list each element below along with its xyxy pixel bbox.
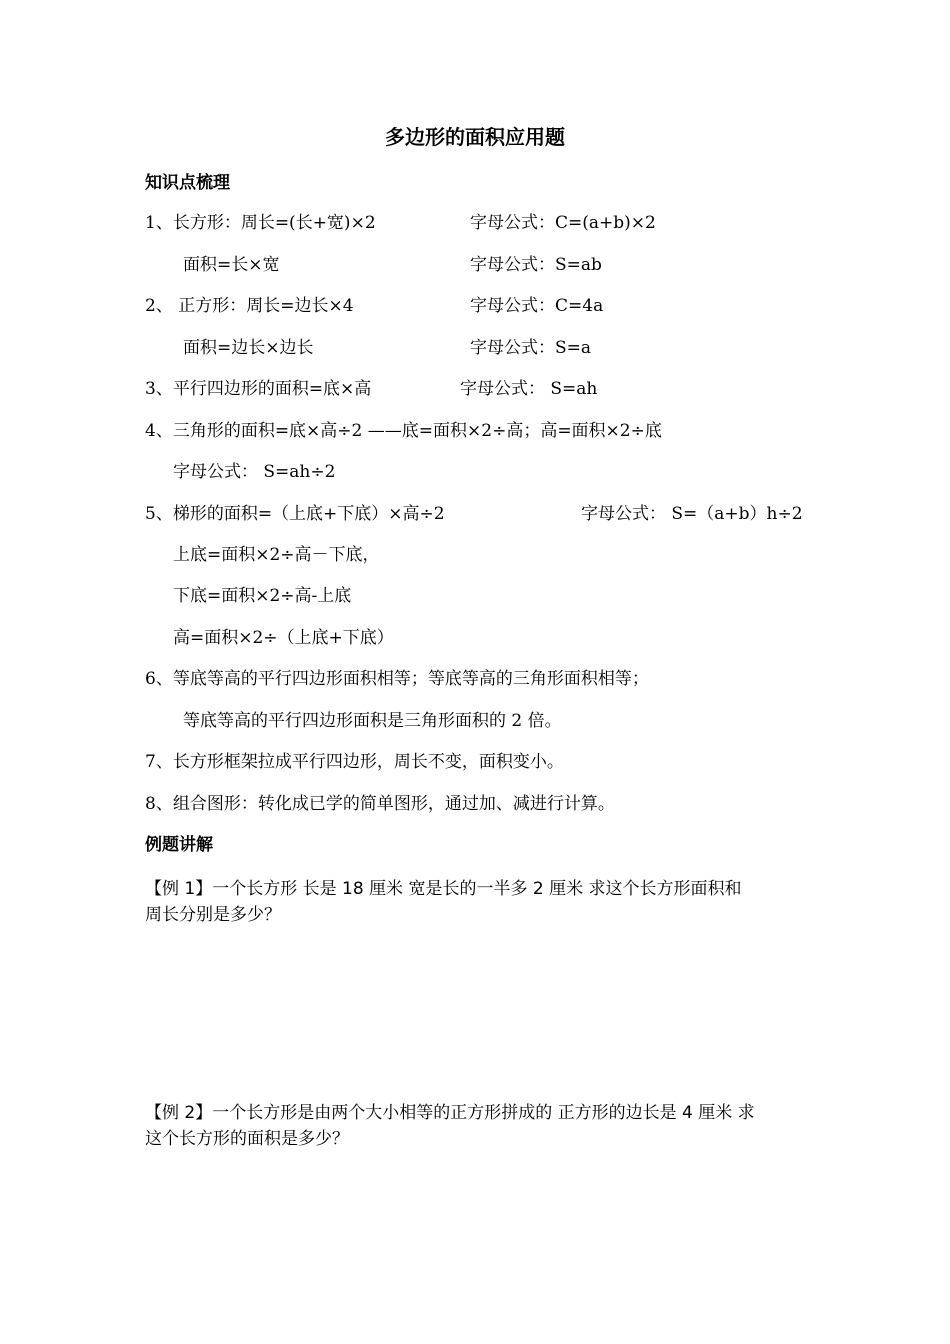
section-heading-knowledge: 知识点梳理 [145,173,230,193]
formula-square-perimeter: 2、 正方形：周长=边长×4 [145,296,354,316]
formula-rectangle-perimeter: 1、长方形：周长=(长+宽)×2 [145,213,376,233]
formula-rectangle-perimeter-letters: 字母公式：C=(a+b)×2 [470,213,656,233]
formula-rectangle-area-letters: 字母公式：S=ab [470,255,602,275]
formula-trapezoid-area: 5、梯形的面积=（上底+下底）×高÷2 [145,504,445,524]
formula-square-area-letters: 字母公式：S=a [470,338,592,358]
rule-double-area: 等底等高的平行四边形面积是三角形面积的 2 倍。 [183,711,562,731]
formula-trapezoid-area-letters: 字母公式： S=（a+b）h÷2 [581,504,803,524]
rule-rectangle-frame: 7、长方形框架拉成平行四边形，周长不变，面积变小。 [145,752,564,772]
example-2-line-2: 这个长方形的面积是多少？ [145,1129,349,1149]
formula-square-area: 面积=边长×边长 [183,338,314,358]
formula-trapezoid-height: 高=面积×2÷（上底+下底） [173,628,394,648]
formula-rectangle-area: 面积=长×宽 [183,255,280,275]
section-heading-examples: 例题讲解 [145,835,213,855]
formula-trapezoid-top-base: 上底=面积×2÷高－下底， [173,545,380,565]
example-1-line-2: 周长分别是多少？ [145,905,281,925]
example-1-line-1: 【例 1】一个长方形 长是 18 厘米 宽是长的一半多 2 厘米 求这个长方形面积和 [145,879,742,899]
example-2-line-1: 【例 2】一个长方形是由两个大小相等的正方形拼成的 正方形的边长是 4 厘米 求 [145,1103,755,1123]
page-title: 多边形的面积应用题 [385,125,565,149]
formula-square-perimeter-letters: 字母公式：C=4a [470,296,604,316]
formula-trapezoid-bottom-base: 下底=面积×2÷高-上底 [173,586,352,606]
rule-equal-base-height: 6、等底等高的平行四边形面积相等；等底等高的三角形面积相等； [145,669,649,689]
rule-composite-shape: 8、组合图形：转化成已学的简单图形，通过加、减进行计算。 [145,794,615,814]
formula-triangle-area: 4、三角形的面积=底×高÷2 ——底=面积×2÷高；高=面积×2÷底 [145,421,662,441]
formula-triangle-area-letters: 字母公式： S=ah÷2 [173,462,336,482]
formula-parallelogram-area: 3、平行四边形的面积=底×高 [145,379,372,399]
formula-parallelogram-area-letters: 字母公式： S=ah [460,379,598,399]
